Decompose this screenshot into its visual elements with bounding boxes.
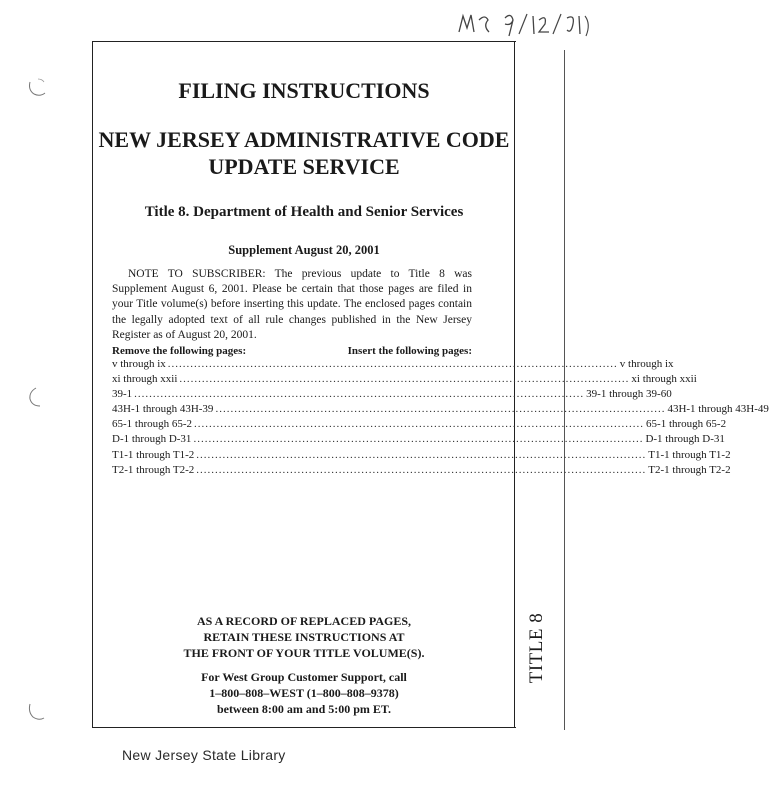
insert-cell: 39-1 through 39-60 (586, 388, 672, 401)
frame-top-border (92, 41, 516, 42)
remove-cell: xi through xxii (112, 373, 178, 386)
handwritten-initials (455, 10, 605, 38)
punch-hole-middle (26, 386, 48, 408)
table-row (112, 463, 731, 479)
insert-cell: 43H-1 through 43H-49 (667, 403, 769, 416)
pages-table-header (112, 345, 472, 357)
remove-header: Remove the following pages: (112, 345, 247, 357)
leader-dots: ........................................................................................................................ (167, 358, 618, 370)
remove-cell: T1-1 through T1-2 (112, 448, 195, 461)
remove-cell: D-1 through D-31 (112, 433, 192, 446)
remove-cell: 39-1 (112, 388, 133, 401)
punch-hole-top (26, 76, 48, 98)
leader-dots: ........................................................................................................................ (179, 373, 630, 386)
leader-dots: ........................................................................................................................ (134, 388, 585, 401)
retain-line-1: AS A RECORD OF REPLACED PAGES, (196, 614, 412, 628)
remove-cell: T2-1 through T2-2 (112, 463, 195, 476)
insert-cell: v through ix (619, 358, 674, 370)
remove-cell: v through ix (112, 358, 166, 370)
leader-dots: ........................................................................................................................ (196, 448, 647, 461)
support-line-2: 1–800–808–WEST (1–800–808–9378) (209, 686, 399, 700)
retain-notice (92, 613, 516, 661)
retain-line-3: THE FRONT OF YOUR TITLE VOLUME(S). (183, 646, 425, 660)
customer-support (92, 669, 516, 717)
insert-cell: D-1 through D-31 (645, 433, 725, 446)
table-row (112, 388, 672, 403)
supplement-date: Supplement August 20, 2001 (228, 243, 380, 257)
support-line-1: For West Group Customer Support, call (201, 670, 407, 684)
insert-cell: T2-1 through T2-2 (648, 463, 731, 476)
subtitle-line-1: NEW JERSEY ADMINISTRATIVE CODE (98, 127, 510, 152)
notice-body: The previous update to Title 8 was Supplement August 6, 2001. Please be certain that those pages are filed in your Title volume(s) before inserting this update. The enclosed pages contain the legally adopted text of all rule changes published in the New Jersey Register as of August 20, 2001. (112, 268, 472, 341)
remove-cell: 43H-1 through 43H-39 (112, 403, 214, 416)
leader-dots: ........................................................................................................................ (193, 433, 644, 446)
leader-dots: ........................................................................................................................ (196, 463, 647, 476)
subscriber-notice (112, 267, 472, 343)
document-title: FILING INSTRUCTIONS (178, 78, 430, 103)
frame-bottom-border (92, 727, 516, 728)
insert-cell: 65-1 through 65-2 (646, 418, 727, 431)
insert-cell: T1-1 through T1-2 (648, 448, 731, 461)
table-row (112, 418, 727, 433)
remove-cell: 65-1 through 65-2 (112, 418, 193, 431)
subtitle-line-2: UPDATE SERVICE (208, 154, 400, 179)
insert-header: Insert the following pages: (347, 345, 472, 357)
table-row (112, 403, 769, 418)
leader-dots: ........................................................................................................................ (194, 418, 645, 431)
title-tab-label: TITLE 8 (526, 612, 547, 684)
table-row (112, 433, 725, 448)
punch-hole-bottom (26, 700, 48, 722)
table-row (112, 358, 674, 373)
table-row (112, 448, 731, 464)
leader-dots: ........................................................................................................................ (215, 403, 666, 416)
library-stamp: New Jersey State Library (122, 747, 286, 763)
insert-cell: xi through xxii (631, 373, 697, 386)
support-line-3: between 8:00 am and 5:00 pm ET. (216, 702, 392, 716)
table-row (112, 373, 697, 388)
retain-line-2: RETAIN THESE INSTRUCTIONS AT (203, 630, 405, 644)
pages-table (112, 358, 769, 479)
title-heading: Title 8. Department of Health and Senior Services (144, 204, 464, 220)
document-subtitle (92, 126, 516, 180)
notice-lead: NOTE TO SUBSCRIBER: (128, 268, 266, 280)
